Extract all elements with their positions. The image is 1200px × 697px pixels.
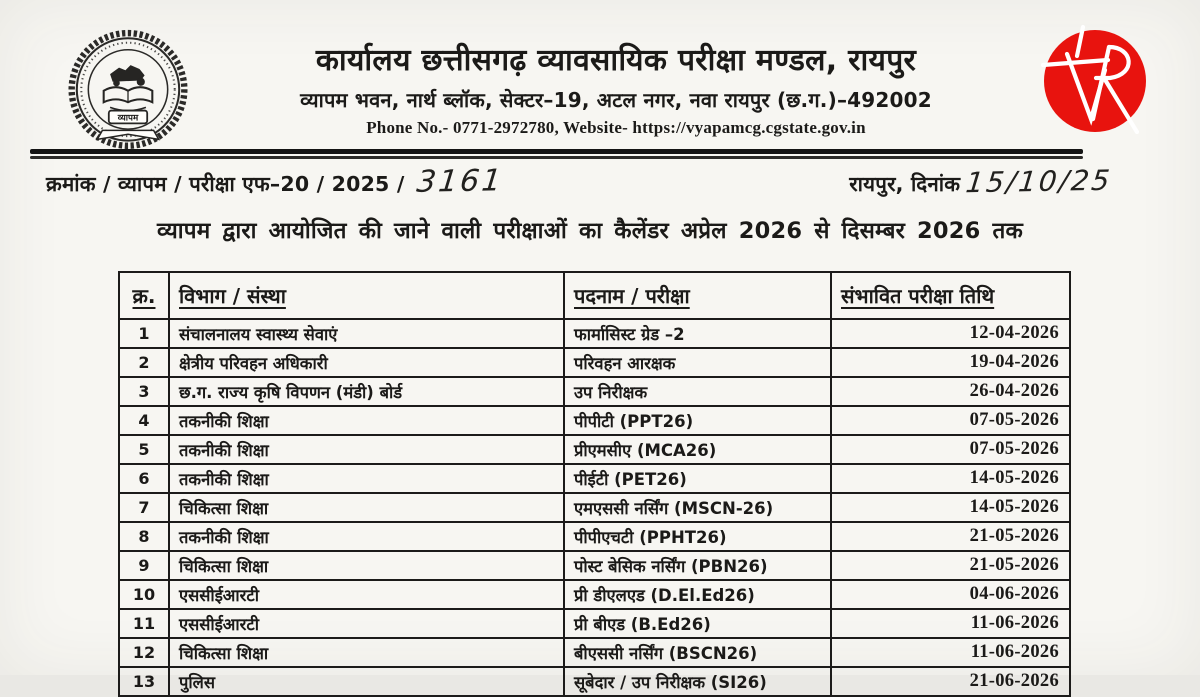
row-number-cell: 10 <box>119 580 169 609</box>
exam-name-cell: प्री डीएलएड (D.El.Ed26) <box>564 580 831 609</box>
department-cell: तकनीकी शिक्षा <box>169 435 564 464</box>
seal-text: व्यापम <box>117 113 139 124</box>
table-row <box>119 638 1070 667</box>
org-address: व्यापम भवन, नार्थ ब्लॉक, सेक्टर–19, अटल नगर, नवा रायपुर (छ.ग.)–492002 <box>300 87 932 112</box>
table-row <box>119 580 1070 609</box>
divider-rule <box>30 149 1083 159</box>
table-header-row <box>119 272 1070 319</box>
exam-date-cell: 07-05-2026 <box>831 406 1070 435</box>
exam-name-cell: पीईटी (PET26) <box>564 464 831 493</box>
table-row <box>119 377 1070 406</box>
place-date <box>849 165 1112 198</box>
exam-date-cell: 14-05-2026 <box>831 464 1070 493</box>
exam-date-cell: 12-04-2026 <box>831 319 1070 348</box>
exam-date-cell: 21-05-2026 <box>831 522 1070 551</box>
exam-name-cell: फार्मासिस्ट ग्रेड –2 <box>564 319 831 348</box>
exam-name-cell: पोस्ट बेसिक नर्सिंग (PBN26) <box>564 551 831 580</box>
col-header-exam: पदनाम / परीक्षा <box>564 272 831 319</box>
department-cell: क्षेत्रीय परिवहन अधिकारी <box>169 348 564 377</box>
department-cell: छ.ग. राज्य कृषि विपणन (मंडी) बोर्ड <box>169 377 564 406</box>
department-cell: चिकित्सा शिक्षा <box>169 551 564 580</box>
table-row <box>119 319 1070 348</box>
exam-name-cell: पीपीएचटी (PPHT26) <box>564 522 831 551</box>
row-number-cell: 1 <box>119 319 169 348</box>
table-row <box>119 435 1070 464</box>
exam-name-cell: उप निरीक्षक <box>564 377 831 406</box>
exam-name-cell: परिवहन आरक्षक <box>564 348 831 377</box>
exam-date-cell: 14-05-2026 <box>831 493 1070 522</box>
exam-name-cell: प्रीएमसीए (MCA26) <box>564 435 831 464</box>
row-number-cell: 2 <box>119 348 169 377</box>
row-number-cell: 12 <box>119 638 169 667</box>
ref-number-label: क्रमांक / व्यापम / परीक्षा एफ–20 / 2025 / <box>46 172 405 196</box>
row-number-cell: 3 <box>119 377 169 406</box>
exam-name-cell: प्री बीएड (B.Ed26) <box>564 609 831 638</box>
document-title: व्यापम द्वारा आयोजित की जाने वाली परीक्षाओं का कैलेंडर अप्रेल 2026 से दिसम्बर 2026 तक <box>156 218 1024 244</box>
letterhead <box>192 44 1040 138</box>
row-number-cell: 4 <box>119 406 169 435</box>
department-cell: चिकित्सा शिक्षा <box>169 638 564 667</box>
exam-calendar-table <box>118 271 1071 697</box>
row-number-cell: 8 <box>119 522 169 551</box>
exam-name-cell: बीएससी नर्सिंग (BSCN26) <box>564 638 831 667</box>
col-header-date: संभावित परीक्षा तिथि <box>831 272 1070 319</box>
table-row <box>119 348 1070 377</box>
col-header-department: विभाग / संस्था <box>169 272 564 319</box>
org-contact: Phone No.- 0771-2972780, Website- https://vyapamcg.cgstate.gov.in <box>366 117 866 137</box>
department-cell: एससीईआरटी <box>169 580 564 609</box>
org-name: कार्यालय छत्तीसगढ़ व्यावसायिक परीक्षा मण्डल, रायपुर <box>315 43 917 78</box>
exam-date-cell: 04-06-2026 <box>831 580 1070 609</box>
exam-date-cell: 26-04-2026 <box>831 377 1070 406</box>
col-header-serial: क्र. <box>119 272 169 319</box>
exam-name-cell: पीपीटी (PPT26) <box>564 406 831 435</box>
date-handwritten: 15/10/25 <box>964 163 1114 200</box>
table-row <box>119 522 1070 551</box>
rule-thick <box>30 149 1083 154</box>
exam-table-body <box>119 319 1070 696</box>
ref-number-handwritten: 3161 <box>414 163 505 200</box>
department-cell: तकनीकी शिक्षा <box>169 522 564 551</box>
row-number-cell: 6 <box>119 464 169 493</box>
table-row <box>119 667 1070 696</box>
place-date-label: रायपुर, दिनांक <box>849 172 961 196</box>
row-number-cell: 9 <box>119 551 169 580</box>
exam-date-cell: 07-05-2026 <box>831 435 1070 464</box>
vyapam-seal-icon <box>62 28 194 156</box>
exam-date-cell: 11-06-2026 <box>831 638 1070 667</box>
table-row <box>119 464 1070 493</box>
exam-date-cell: 21-06-2026 <box>831 667 1070 696</box>
table-row <box>119 551 1070 580</box>
department-cell: चिकित्सा शिक्षा <box>169 493 564 522</box>
row-number-cell: 7 <box>119 493 169 522</box>
department-cell: संचालनालय स्वास्थ्य सेवाएं <box>169 319 564 348</box>
exam-date-cell: 11-06-2026 <box>831 609 1070 638</box>
table-row <box>119 493 1070 522</box>
exam-date-cell: 19-04-2026 <box>831 348 1070 377</box>
department-cell: एससीईआरटी <box>169 609 564 638</box>
department-cell: तकनीकी शिक्षा <box>169 406 564 435</box>
row-number-cell: 5 <box>119 435 169 464</box>
rule-thin <box>30 156 1083 159</box>
vr-monogram-icon <box>1036 20 1158 142</box>
table-row <box>119 609 1070 638</box>
department-cell: तकनीकी शिक्षा <box>169 464 564 493</box>
exam-name-cell: सूबेदार / उप निरीक्षक (SI26) <box>564 667 831 696</box>
row-number-cell: 11 <box>119 609 169 638</box>
reference-number <box>46 164 503 199</box>
exam-date-cell: 21-05-2026 <box>831 551 1070 580</box>
row-number-cell: 13 <box>119 667 169 696</box>
reference-line <box>46 164 1112 199</box>
department-cell: पुलिस <box>169 667 564 696</box>
table-row <box>119 406 1070 435</box>
exam-name-cell: एमएससी नर्सिंग (MSCN-26) <box>564 493 831 522</box>
